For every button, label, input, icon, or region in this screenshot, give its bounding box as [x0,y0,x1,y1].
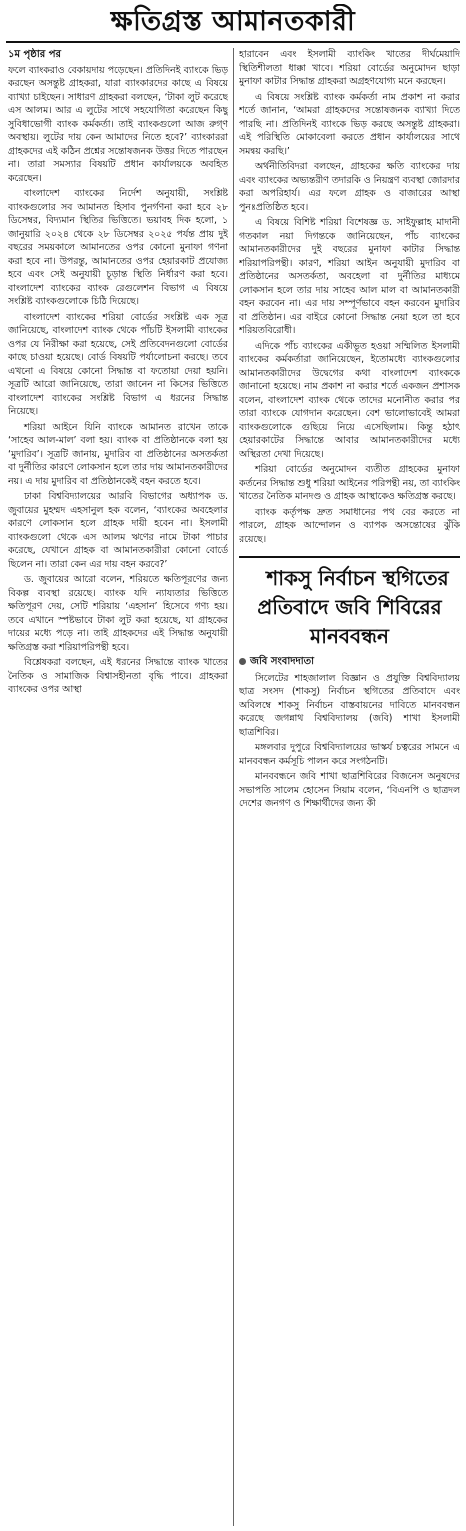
page-headline: ক্ষতিগ্রস্ত আমানতকারী [110,6,356,37]
column-divider [233,48,234,1526]
left-column [8,48,228,1528]
article-paragraph: অর্থনীতিবিদরা বলছেন, গ্রাহকের ক্ষতি ব্যাংকের দায় এবং ব্যাংকের অভ্যন্তরীণ তদারকি ও নিয়ন্ত্রণ ব্যবস্থা জোরদার করা অপরিহার্য। এর ফলে গ্রাহক ও বাজারের আস্থা পুনঃপ্রতিষ্ঠিত হবে। [239,161,460,213]
article-paragraph: বিশ্লেষকরা বলছেন, এই ধরনের সিদ্ধান্তে ব্যাংক খাতের নৈতিক ও সামাজিক বিশ্বাসহীনতা বৃদ্ধি পাবে। গ্রাহকরা ব্যাংকের ওপর আস্থা [8,657,228,695]
article-paragraph: বাংলাদেশ ব্যাংকের শরিয়া বোর্ডের সংশ্লিষ্ট এক সূত্র জানিয়েছে, বাংলাদেশ ব্যাংক থেকে পাঁচটি ইসলামী ব্যাংকের ওপর যে নিরীক্ষা করা হয়েছে, সেই প্রতিবেদনগুলো বোর্ডের কাছে চাওয়া হয়েছে। বোর্ড বিষয়টি পর্যালোচনা করছে। তবে এখনো এ বিষয়ে কোনো সিদ্ধান্ত বা ফতোয়া দেয়া হয়নি। সূত্রটি আরো জানিয়েছে, তারা জানেন না কিসের ভিত্তিতে বাংলাদেশ ব্যাংকের সংশ্লিষ্ট বিভাগ এ ধরনের সিদ্ধান্ত নিয়েছে। [8,311,228,417]
article-paragraph: এ বিষয়ে সংশ্লিষ্ট ব্যাংক কর্মকর্তা নাম প্রকাশ না করার শর্তে জানান, ‘আমরা গ্রাহকদের সন্তোষজনক ব্যাখ্যা দিতে পারছি না। প্রতিদিনই ব্যাংকে ভিড় করছে অসন্তুষ্ট গ্রাহকরা। এই পরিস্থিতি মোকাবেলা করতে প্রধান কার্যালয়ের সাথে সমন্বয় করছি।’ [239,91,460,157]
sub-article [239,556,460,811]
sub-article-paragraph: মানববন্ধনে জবি শাখা ছাত্রশিবিরের বিজনেস অনুষদের সভাপতি সালেম হোসেন সিয়াম বলেন, ‘বিএনপি ও ছাত্রদল দেশের জনগণ ও শিক্ষার্থীদের জন্য কী [239,771,460,809]
article-paragraph: হারাবেন এবং ইসলামী ব্যাংকিং খাতের দীর্ঘমেয়াদি স্থিতিশীলতা ধাক্কা খাবে। শরিয়া বোর্ডের অনুমোদন ছাড়া মুনাফা কাটার সিদ্ধান্ত গ্রাহকরা অগ্রহণযোগ্য মনে করছেন। [239,49,460,87]
headline-rule [6,41,460,43]
sub-article-headline: শাকসু নির্বাচন স্থগিতের প্রতিবাদে জবি শিবিরের মানববন্ধন [257,566,449,648]
article-paragraph: এদিকে পাঁচ ব্যাংকের একীভূত হওয়া সম্মিলিত ইসলামী ব্যাংকের কর্মকর্তারা জানিয়েছেন, ইতোমধ্যে ব্যাংকগুলোর আমানতকারীদের উদ্বেগের কথা বাংলাদেশ ব্যাংককে জানানো হয়েছে। নাম প্রকাশ না করার শর্তে একজন প্রশাসক বলেন, বাংলাদেশ ব্যাংক থেকে তাদের মনোনীত করার পর তারা ব্যাংকে যোগদান করেছেন। বেশ ভালোভাবেই আমরা ব্যাংকগুলোকে গুছিয়ে নিয়ে এসেছিলাম। কিন্তু হঠাৎ হেয়ারকাটের সিদ্ধান্তে আবার আমানতকারীদের মধ্যে অস্থিরতা দেখা দিয়েছে। [239,340,460,460]
byline [239,655,460,669]
continued-label: ১ম পৃষ্ঠার পর [8,49,61,60]
article-paragraph: শরিয়া আইনে যিনি ব্যাংকে আমানত রাখেন তাকে ‘সাহেব আল-মাল’ বলা হয়। ব্যাংক বা প্রতিষ্ঠানকে বলা হয় ‘মুদারিব’। সূত্রটি জানায়, মুদারিব বা প্রতিষ্ঠানের অসতর্কতা বা দুর্নীতির কারণে লোকসান হলে তার দায় আমানতকারীদের নয়। এ দায় মুদারিব বা প্রতিষ্ঠানকেই বহন করতে হবে। [8,421,228,487]
article-paragraph: ড. জুবায়ের আরো বলেন, শরিয়তে ক্ষতিপূরণের জন্য বিকল্প ব্যবস্থা রয়েছে। ব্যাংক যদি ন্যায্যতার ভিত্তিতে ক্ষতিপূরণ দেয়, সেটি শরিয়ায় ‘এহসান’ হিসেবে গণ্য হয়। তবে এখানে স্পষ্টভাবে টাকা লুট করা হয়েছে, যা গ্রাহকের দায়ের মধ্যে পড়ে না। তাই গ্রাহকদের এই সিদ্ধান্ত অনুযায়ী ক্ষতিগ্রস্ত করা শরিয়াপরিপন্থী হবে। [8,574,228,653]
sub-article-paragraph: সিলেটের শাহজালাল বিজ্ঞান ও প্রযুক্তি বিশ্ববিদ্যালয় ছাত্র সংসদ (শাকসু) নির্বাচন স্থগিতের প্রতিবাদে এবং অবিলম্বে শাকসু নির্বাচন বাস্তবায়নের দাবিতে মানববন্ধন করেছে জগন্নাথ বিশ্ববিদ্যালয় (জবি) শাখা ইসলামী ছাত্রশিবির। [239,672,460,738]
article-paragraph: এ বিষয়ে বিশিষ্ট শরিয়া বিশেষজ্ঞ ড. সাইফুল্লাহ মাদানী গতকাল নয়া দিগন্তকে জানিয়েছেন, পাঁচ ব্যাংকের আমানতকারীদের দুই বছরের মুনাফা কাটার সিদ্ধান্ত শরিয়াপরিপন্থী। কারণ, শরিয়া আইন অনুযায়ী মুদারিব বা প্রতিষ্ঠানের অসতর্কতা, অবহেলা বা দুর্নীতির মাধ্যমে লোকসান হলে তার দায় সাহেব আল মাল বা আমানতকারী বহন করবেন না। এর দায় সম্পূর্ণভাবে বহন করবেন মুদারিব বা প্রতিষ্ঠান। এর বাইরে কোনো সিদ্ধান্ত নেয়া হলে তা হবে শরিয়তবিরোধী। [239,217,460,336]
article-paragraph: শরিয়া বোর্ডের অনুমোদন ব্যতীত গ্রাহকের মুনাফা কর্তনের সিদ্ধান্ত শুধু শরিয়া আইনের পরিপন্থী নয়, তা ব্যাংকিং খাতের নৈতিক মানদণ্ড ও গ্রাহক আস্থাকেও ক্ষতিগ্রস্ত করছে। [239,464,460,502]
article-paragraph: বাংলাদেশ ব্যাংকের নির্দেশ অনুযায়ী, সংশ্লিষ্ট ব্যাংকগুলোর সব আমানত হিসাব পুনর্গণনা করা হবে ২৮ ডিসেম্বর, বিদ্যমান স্থিতির ভিত্তিতে। ভয়াবহ দিক হলো, ১ জানুয়ারি ২০২৪ থেকে ২৮ ডিসেম্বর ২০২৫ পর্যন্ত প্রায় দুই বছরের সময়কালে আমানতের ওপর কোনো মুনাফা গণনা করা হবে না। উপরন্তু, আমানতের ওপর হেয়ারকাট প্রযোজ্য হবে এবং সেই অনুযায়ী চূড়ান্ত স্থিতি নির্ধারণ করা হবে। বাংলাদেশ ব্যাংকের ব্যাংক রেগুলেশন বিভাগ এ বিষয়ে সংশ্লিষ্ট ব্যাংকগুলোকে চিঠি দিয়েছে। [8,188,228,307]
right-column [239,48,460,1528]
article-paragraph: ব্যাংক কর্তৃপক্ষ দ্রুত সমাধানের পথ বের করতে না পারলে, গ্রাহক আন্দোলন ও ব্যাপক অসন্তোষের ঝুঁকি রয়েছে। [239,506,460,545]
bullet-icon [239,658,246,665]
article-paragraph: ফলে ব্যাংকরাও বেকায়দায় পড়েছেন। প্রতিদিনই ব্যাংকে ভিড় করছেন অসন্তুষ্ট গ্রাহকরা, যারা ব্যাংকারদের কাছে এ বিষয়ে ব্যাখ্যা চাইছেন। সাধারণ গ্রাহকরা বলছেন, ‘টাকা লুট করেছে এস আলম। আর এ লুটের সাথে সহযোগিতা করেছেন কিছু সুবিধাভোগী ব্যাংক কর্মকর্তা। তাই ব্যাংকগুলো আজ রুগ্ণ অবস্থায়। লুটের দায় কেন আমাদের নিতে হবে?’ ব্যাংকাররা গ্রাহকদের এই কঠিন প্রশ্নের সন্তোষজনক উত্তর দিতে পারছেন না। তারা সমস্যার বিষয়টি প্রধান কার্যালয়কে অবহিত করেছেন। [8,64,228,184]
article-paragraph: ঢাকা বিশ্ববিদ্যালয়ের আরবি বিভাগের অধ্যাপক ড. জুবায়ের মুহম্মদ এহসানুল হক বলেন, ‘ব্যাংকের অবহেলার কারণে লোকসান হলে গ্রাহক দায়ী হবেন না। ইসলামী ব্যাংকগুলো থেকে এস আলম ঋণের নামে টাকা পাচার করেছে, যেখানে গ্রাহক বা আমানতকারীরা কোনো বোর্ডে ছিলেন না। তারা কেন এর দায় বহন করবে?’ [8,491,228,570]
byline-text: জবি সংবাদদাতা [250,656,315,667]
sub-article-paragraph: মঙ্গলবার দুপুরে বিশ্ববিদ্যালয়ের ভাস্কর্য চত্বরের সামনে এ মানববন্ধন কর্মসূচি পালন করে সংগঠনটি। [239,742,460,767]
